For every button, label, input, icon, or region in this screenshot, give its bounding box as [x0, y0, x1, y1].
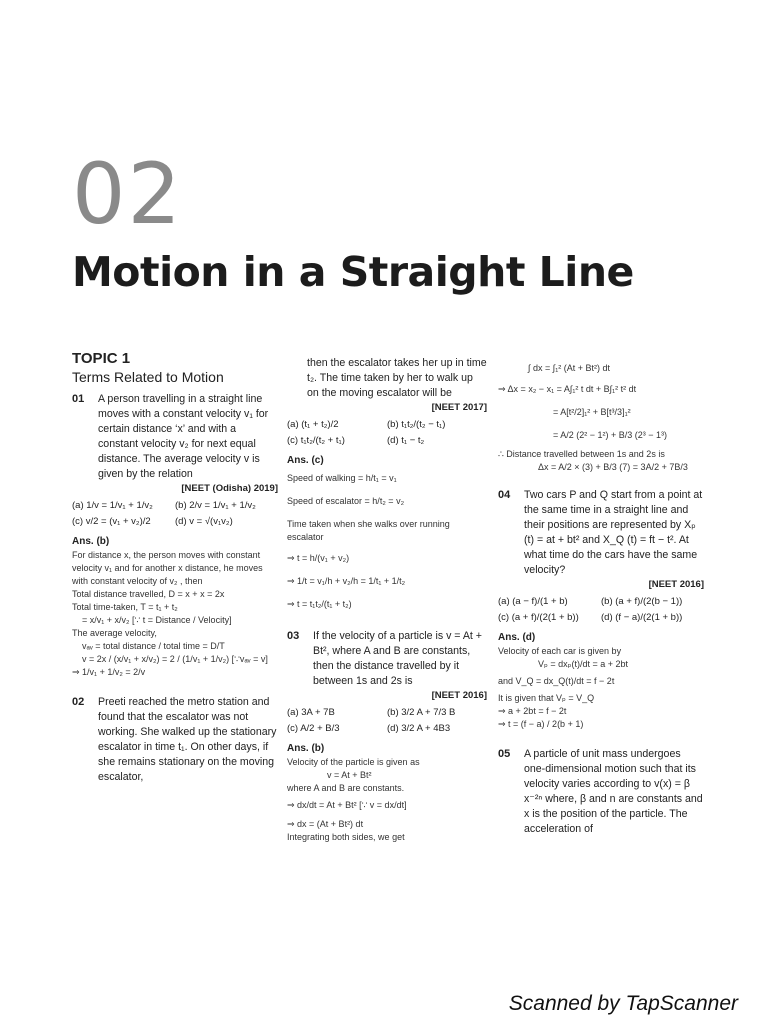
question-text: A person travelling in a straight line moves with a constant velocity v₁ for certain distance ‘x’ and with a constant velocity v₂ for next equal distance. The average velocity v is given by the relation: [98, 393, 269, 480]
solution-line: Total time-taken, T = t₁ + t₂: [72, 602, 178, 612]
option-b: (b) 2/v = 1/v₁ + 1/v₂: [175, 500, 256, 511]
option-c: (c) A/2 + B/3: [287, 723, 340, 734]
solution: [287, 472, 487, 611]
solution-line: ⇒ 1/v₁ + 1/v₂ = 2/v: [72, 667, 146, 677]
column-3: [498, 362, 704, 837]
question-source: [NEET 2017]: [431, 402, 487, 413]
solution-continued: [498, 362, 704, 474]
scanner-watermark: Scanned by TapScanner: [508, 992, 738, 1015]
question-03: [287, 629, 487, 689]
chapter-number: 02: [72, 145, 183, 243]
question-number: 05: [498, 748, 511, 760]
answer: Ans. (b): [72, 536, 110, 547]
question-text: Preeti reached the metro station and found that the escalator was not working. She walked up the stationary escalator in time t₁. On other days, if she remains stationary on the moving escalator,: [98, 696, 277, 783]
solution-line: ⇒ t = h/(v₁ + v₂): [287, 553, 350, 563]
option-c: (c) t₁t₂/(t₂ + t₁): [287, 435, 345, 446]
solution-line: = x/v₁ + x/v₂ [∵ t = Distance / Velocity]: [82, 615, 232, 625]
option-b: (b) (a + f)/(2(b − 1)): [601, 596, 683, 607]
question-source: [NEET 2016]: [431, 690, 487, 701]
question-source: [NEET 2016]: [648, 579, 704, 590]
options: [287, 417, 487, 449]
solution-line: v = At + Bt²: [327, 770, 372, 780]
solution-line: Δx = A/2 × (3) + B/3 (7) = 3A/2 + 7B/3: [538, 462, 688, 472]
solution-line: Velocity of the particle is given as: [287, 757, 420, 767]
solution-line: Speed of walking = h/t₁ = v₁: [287, 473, 397, 483]
solution-line: ⇒ a + 2bt = f − 2t: [498, 706, 567, 716]
solution-line: ⇒ t = t₁t₂/(t₁ + t₂): [287, 599, 352, 609]
chapter-title: Motion in a Straight Line: [72, 248, 634, 296]
option-c: (c) v/2 = (v₁ + v₂)/2: [72, 516, 151, 527]
solution-line: = A/2 (2² − 1²) + B/3 (2³ − 1³): [553, 430, 668, 440]
question-number: 01: [72, 393, 85, 405]
option-a: (a) (t₁ + t₂)/2: [287, 419, 339, 430]
solution-line: v = 2x / (x/v₁ + x/v₂) = 2 / (1/v₁ + 1/v₂) [∵vₐᵥ = v]: [82, 654, 268, 664]
solution: [72, 549, 278, 679]
options: [287, 705, 487, 737]
question-02: [72, 695, 278, 785]
options: [72, 498, 278, 530]
solution-line: The average velocity,: [72, 628, 157, 638]
question-05: [498, 747, 704, 837]
question-text: If the velocity of a particle is v = At + Bt², where A and B are constants, then the distance travelled by it between 1s and 2s is: [313, 630, 482, 687]
question-number: 03: [287, 630, 300, 642]
solution-line: Speed of escalator = h/t₂ = v₂: [287, 496, 405, 506]
solution-line: and V_Q = dx_Q(t)/dt = f − 2t: [498, 676, 615, 686]
answer: Ans. (d): [498, 632, 536, 643]
option-c: (c) (a + f)/(2(1 + b)): [498, 612, 579, 623]
question-01: [72, 392, 278, 482]
solution-line: Time taken when she walks over running escalator: [287, 519, 450, 542]
question-text: A particle of unit mass undergoes one-dimensional motion such that its velocity varies according to v(x) = β x⁻²ⁿ where, β and n are constants and x is the position of the particle. The acceleration of: [524, 748, 703, 835]
option-a: (a) 3A + 7B: [287, 707, 335, 718]
question-number: 04: [498, 489, 511, 501]
solution-line: For distance x, the person moves with constant velocity v₁ and for another x distance, he moves with constant velocity of v₂ , then: [72, 550, 263, 586]
solution-line: Integrating both sides, we get: [287, 832, 405, 842]
question-number: 02: [72, 696, 85, 708]
option-b: (b) 3/2 A + 7/3 B: [387, 707, 456, 718]
topic-subtitle: Terms Related to Motion: [72, 369, 224, 385]
question-04: [498, 488, 704, 578]
option-a: (a) 1/v = 1/v₁ + 1/v₂: [72, 500, 153, 511]
solution-line: ∴ Distance travelled between 1s and 2s is: [498, 449, 665, 459]
question-source: [NEET (Odisha) 2019]: [181, 483, 278, 494]
option-d: (d) 3/2 A + 4B3: [387, 723, 451, 734]
solution: [498, 645, 704, 731]
option-d: (d) t₁ − t₂: [387, 435, 425, 446]
option-d: (d) (f − a)/(2(1 + b)): [601, 612, 683, 623]
solution-line: It is given that Vₚ = V_Q: [498, 693, 595, 703]
solution-line: ∫ dx = ∫₁² (At + Bt²) dt: [528, 363, 610, 373]
solution-line: where A and B are constants.: [287, 783, 405, 793]
option-b: (b) t₁t₂/(t₂ − t₁): [387, 419, 446, 430]
solution-line: vₐᵥ = total distance / total time = D/T: [82, 641, 225, 651]
solution-line: ⇒ dx/dt = At + Bt² [∵ v = dx/dt]: [287, 800, 407, 810]
answer: Ans. (b): [287, 743, 325, 754]
solution-line: ⇒ t = (f − a) / 2(b + 1): [498, 719, 584, 729]
solution-line: Total distance travelled, D = x + x = 2x: [72, 589, 225, 599]
option-d: (d) v = √(v₁v₂): [175, 516, 233, 527]
options: [498, 594, 704, 626]
solution-line: ⇒ 1/t = v₁/h + v₂/h = 1/t₁ + 1/t₂: [287, 576, 406, 586]
question-text: Two cars P and Q start from a point at the same time in a straight line and their positions are represented by Xₚ (t) = at + bt² and X_Q (t) = ft − t². At what time do the cars have the same velocity?: [524, 489, 703, 576]
solution-line: ⇒ Δx = x₂ − x₁ = A∫₁² t dt + B∫₁² t² dt: [498, 384, 637, 394]
answer: Ans. (c): [287, 455, 324, 466]
solution-line: = A[t²/2]₁² + B[t³/3]₁²: [553, 407, 631, 417]
option-a: (a) (a − f)/(1 + b): [498, 596, 568, 607]
solution-line: Vₚ = dxₚ(t)/dt = a + 2bt: [538, 659, 629, 669]
topic-label: TOPIC 1: [72, 350, 131, 367]
column-2: [287, 356, 487, 844]
question-text-continued: then the escalator takes her up in time t₂. The time taken by her to walk up on the moving escalator will be: [307, 357, 487, 399]
solution-line: ⇒ dx = (At + Bt²) dt: [287, 819, 364, 829]
solution: [287, 756, 487, 844]
solution-line: Velocity of each car is given by: [498, 646, 622, 656]
column-1: [72, 350, 278, 785]
